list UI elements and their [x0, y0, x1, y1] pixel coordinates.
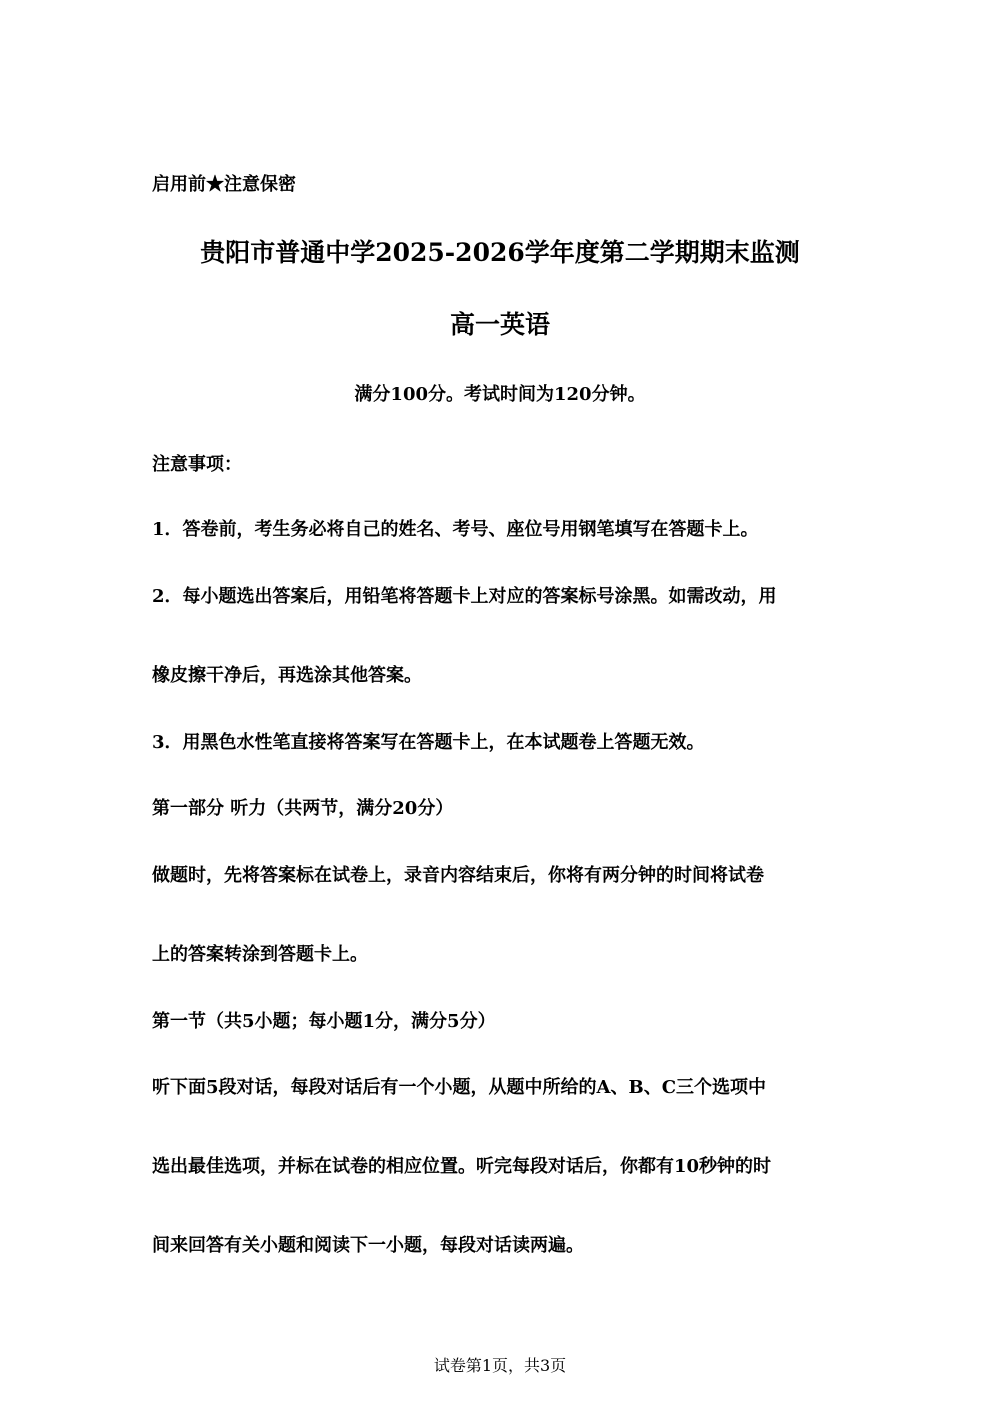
- notes-heading: 注意事项：: [152, 454, 242, 475]
- part1-instruction-line-2: 上的答案转涂到答题卡上。: [152, 944, 368, 965]
- part1-instruction-line-1: 做题时，先将答案标在试卷上，录音内容结束后，你将有两分钟的时间将试卷: [152, 865, 764, 886]
- exam-title: 贵阳市普通中学2025-2026学年度第二学期期末监测: [200, 238, 800, 267]
- note-item-2-line-1: 2．每小题选出答案后，用铅笔将答题卡上对应的答案标号涂黑。如需改动，用: [152, 586, 777, 607]
- section1-instruction-line-3: 间来回答有关小题和阅读下一小题，每段对话读两遍。: [152, 1235, 584, 1256]
- page-footer: 试卷第1页，共3页: [433, 1356, 567, 1375]
- subject-title: 高一英语: [449, 310, 550, 339]
- note-item-3: 3．用黑色水性笔直接将答案写在答题卡上，在本试题卷上答题无效。: [152, 732, 705, 753]
- confidential-label: 启用前★注意保密: [152, 174, 296, 195]
- section1-instruction-line-2: 选出最佳选项，并标在试卷的相应位置。听完每段对话后，你都有10秒钟的时: [152, 1156, 772, 1177]
- part1-heading: 第一部分 听力（共两节，满分20分）: [152, 798, 454, 819]
- score-time-info: 满分100分。考试时间为120分钟。: [354, 384, 646, 405]
- note-item-2-line-2: 橡皮擦干净后，再选涂其他答案。: [152, 665, 422, 686]
- note-item-1: 1．答卷前，考生务必将自己的姓名、考号、座位号用钢笔填写在答题卡上。: [152, 519, 759, 540]
- section1-heading: 第一节（共5小题；每小题1分，满分5分）: [152, 1011, 496, 1032]
- section1-instruction-line-1: 听下面5段对话，每段对话后有一个小题，从题中所给的A、B、C三个选项中: [152, 1077, 767, 1098]
